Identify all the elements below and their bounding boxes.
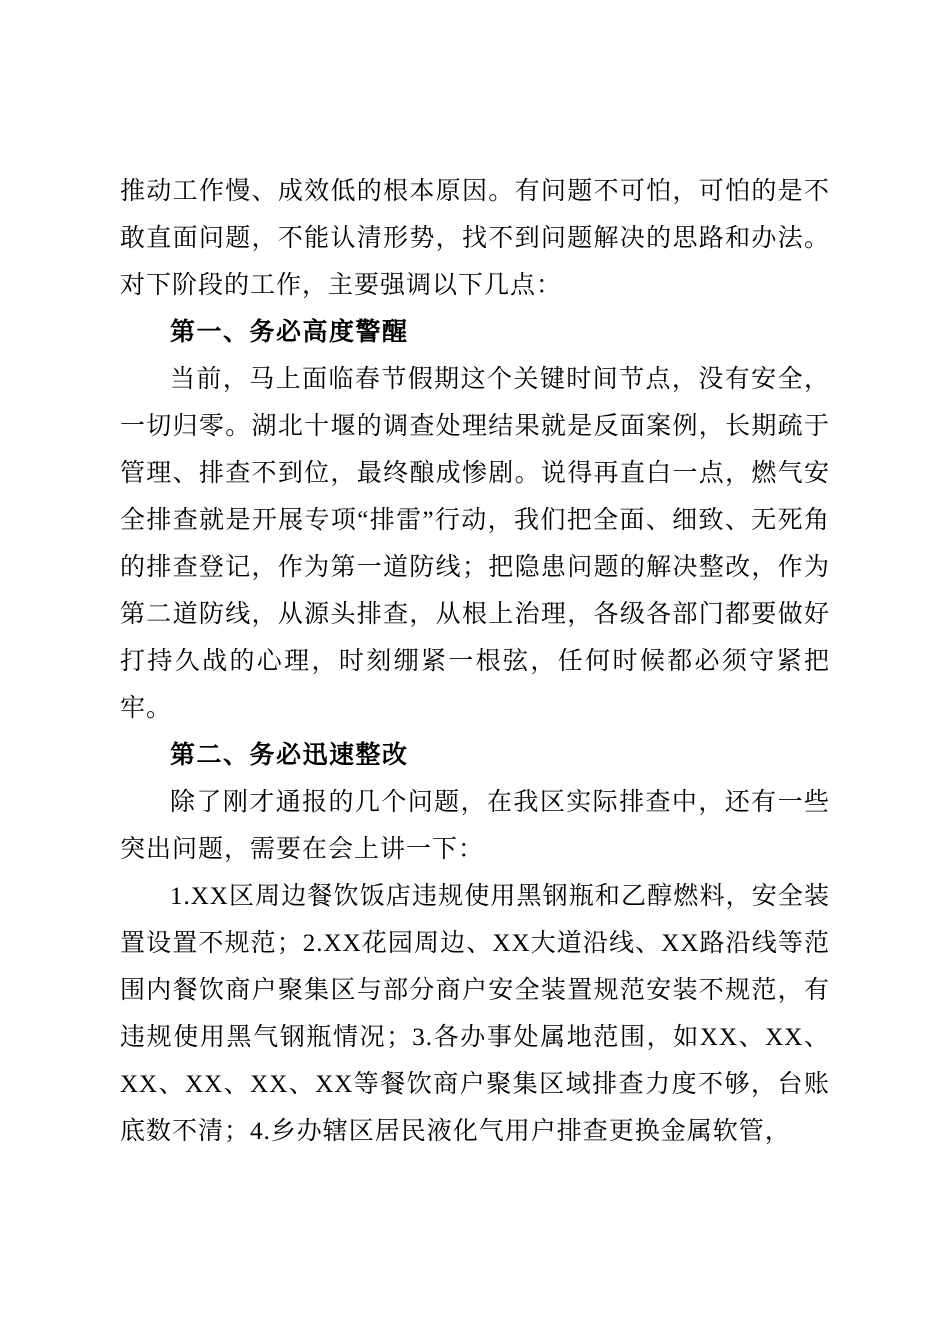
paragraph-continuation: 推动工作慢、成效低的根本原因。有问题不可怕，可怕的是不敢直面问题，不能认清形势，找不到问题解决的思路和办法。对下阶段的工作，主要强调以下几点： bbox=[120, 178, 830, 299]
document-content bbox=[120, 168, 830, 1155]
paragraph-section-1-body: 当前，马上面临春节假期这个关键时间节点，没有安全，一切归零。湖北十堰的调查处理结果就是反面案例，长期疏于管理、排查不到位，最终酿成惨剧。说得再直白一点，燃气安全排查就是开展专项“排雷”行动，我们把全面、细致、无死角的排查登记，作为第一道防线；把隐患问题的解决整改，作为第二道防线，从源头排查，从根上治理，各级各部门都要做好打持久战的心理，时刻绷紧一根弦，任何时候都必须守紧把牢。 bbox=[120, 366, 830, 722]
paragraph-section-2-intro: 除了刚才通报的几个问题，在我区实际排查中，还有一些突出问题，需要在会上讲一下： bbox=[120, 789, 830, 863]
section-heading-2: 第二、务必迅速整改 bbox=[170, 741, 409, 769]
paragraph-issue-list: 1.XX区周边餐饮饭店违规使用黑钢瓶和乙醇燃料，安全装置设置不规范；2.XX花园周边、XX大道沿线、XX路沿线等范围内餐饮商户聚集区与部分商户安全装置规范安装不规范，有违规使用黑气钢瓶情况；3.各办事处属地范围，如XX、XX、XX、XX、XX、XX等餐饮商户聚集区域排查力度不够，台账底数不清；4.乡办辖区居民液化气用户排查更换金属软管， bbox=[120, 883, 830, 1145]
section-heading-1: 第一、务必高度警醒 bbox=[170, 318, 409, 346]
